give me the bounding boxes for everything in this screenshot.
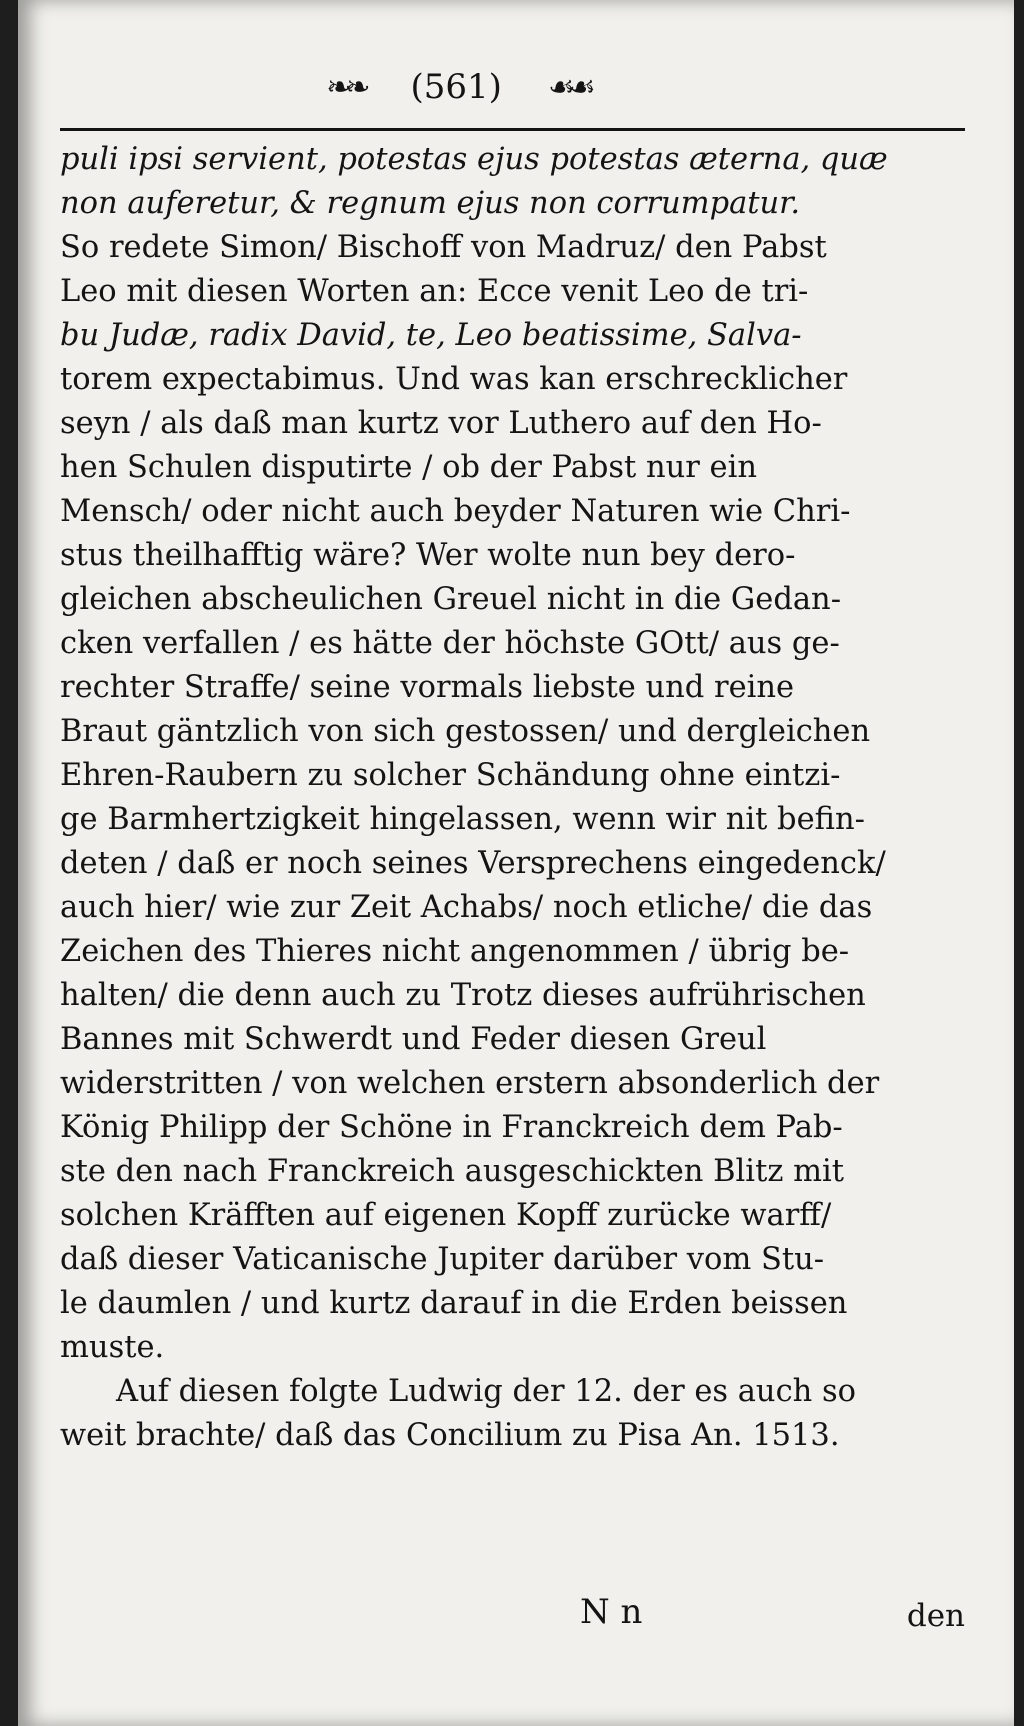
body-text	[60, 138, 965, 1458]
header-rule	[60, 128, 965, 131]
text-line: Mensch/ oder nicht auch beyder Naturen wie Chri-	[60, 494, 851, 529]
text-line: gleichen abscheulichen Greuel nicht in die Gedan-	[60, 582, 841, 617]
signature-mark: N n	[580, 1592, 643, 1632]
text-line: rechter Straffe/ seine vormals liebste und reine	[60, 670, 795, 705]
ornament-right-icon: ☙☙	[547, 69, 590, 105]
text-line: auch hier/ wie zur Zeit Achabs/ noch etliche/ die das	[60, 890, 873, 925]
text-line: stus theilhafftig wäre? Wer wolte nun bey dero-	[60, 538, 796, 573]
text-line: widerstritten / von welchen erstern absonderlich der	[60, 1066, 880, 1101]
text-line: Ehren-Raubern zu solcher Schändung ohne eintzi-	[60, 758, 841, 793]
text-line: So redete Simon/ Bischoff von Madruz/ den Pabst	[60, 230, 827, 265]
text-line: weit brachte/ daß das Concilium zu Pisa An. 1513.	[60, 1418, 840, 1453]
text-line: Braut gäntzlich von sich gestossen/ und dergleichen	[60, 714, 871, 749]
page-header	[248, 62, 668, 112]
text-line: seyn / als daß man kurtz vor Luthero auf den Ho-	[60, 406, 822, 441]
text-line: ge Barmhertzigkeit hingelassen, wenn wir nit befin-	[60, 802, 865, 837]
catchword: den	[906, 1598, 965, 1634]
text-line: Zeichen des Thieres nicht angenommen / übrig be-	[60, 934, 850, 969]
text-line: deten / daß er noch seines Versprechens eingedenck/	[60, 846, 886, 881]
text-line: hen Schulen disputirte / ob der Pabst nur ein	[60, 450, 758, 485]
text-line: torem expectabimus. Und was kan erschrecklicher	[60, 362, 848, 397]
text-line: ste den nach Franckreich ausgeschickten Blitz mit	[60, 1154, 845, 1189]
text-line: cken verfallen / es hätte der höchste GOtt/ aus ge-	[60, 626, 840, 661]
text-line: halten/ die denn auch zu Trotz dieses aufrührischen	[60, 978, 866, 1013]
text-line: muste.	[60, 1330, 165, 1365]
text-line: Bannes mit Schwerdt und Feder diesen Greul	[60, 1022, 767, 1057]
text-line: non auferetur, & regnum ejus non corrumpatur.	[60, 186, 801, 221]
page-number: (561)	[410, 67, 502, 107]
text-line: Leo mit diesen Worten an: Ecce venit Leo de tri-	[60, 274, 809, 309]
text-line: le daumlen / und kurtz darauf in die Erden beissen	[60, 1286, 848, 1321]
page-footer	[60, 1592, 965, 1642]
text-line: bu Judæ, radix David, te, Leo beatissime, Salva-	[60, 318, 802, 353]
text-line: solchen Kräfften auf eigenen Kopff zurücke warff/	[60, 1198, 832, 1233]
ornament-left-icon: ❧❧	[326, 69, 365, 105]
text-line: Auf diesen folgte Ludwig der 12. der es auch so	[116, 1374, 857, 1409]
text-line: daß dieser Vaticanische Jupiter darüber vom Stu-	[60, 1242, 825, 1277]
text-line: König Philipp der Schöne in Franckreich dem Pab-	[60, 1110, 843, 1145]
text-line: puli ipsi servient, potestas ejus potestas æterna, quæ	[60, 142, 888, 177]
book-page	[18, 0, 1014, 1726]
